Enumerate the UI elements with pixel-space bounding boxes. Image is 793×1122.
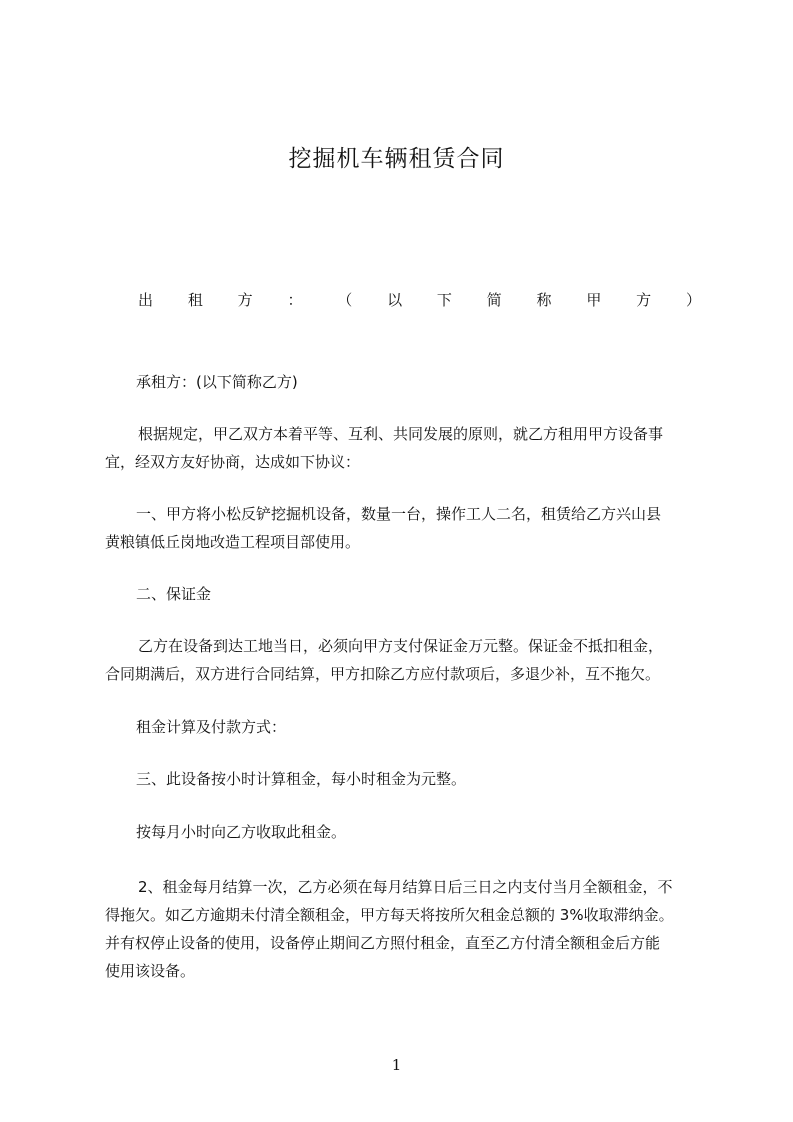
lessor-char: 以 — [387, 291, 403, 309]
lessor-char: 下 — [436, 291, 452, 309]
lessor-char: ） — [685, 291, 701, 309]
clause2-heading: 二、保证金 — [136, 585, 212, 603]
rent-heading: 租金计算及付款方式： — [136, 718, 287, 736]
lessor-char: 简 — [486, 291, 502, 309]
lessor-char: （ — [337, 291, 353, 309]
page-number: 1 — [391, 1056, 402, 1074]
lessor-char: 甲 — [586, 291, 602, 309]
item2-line-4: 使用该设备。 — [105, 962, 196, 980]
lessor-char: 称 — [536, 291, 552, 309]
lessor-char: 方 — [237, 291, 253, 309]
item2-line-2: 得拖欠。如乙方逾期未付清全额租金，甲方每天将按所欠租金总额的 3%收取滞纳金。 — [105, 906, 674, 924]
monthly-line: 按每月小时向乙方收取此租金。 — [136, 823, 347, 841]
deposit-line-1: 乙方在设备到达工地当日，必须向甲方支付保证金万元整。保证金不抵扣租金， — [138, 637, 664, 655]
lessor-char: ： — [287, 291, 303, 309]
lessee-line: 承租方：(以下简称乙方) — [136, 373, 298, 391]
deposit-line-2: 合同期满后，双方进行合同结算，甲方扣除乙方应付款项后，多退少补，互不拖欠。 — [105, 665, 661, 683]
lessor-char: 方 — [636, 291, 652, 309]
lessor-char: 出 — [138, 291, 154, 309]
item2-line-3: 并有权停止设备的使用，设备停止期间乙方照付租金，直至乙方付清全额租金后方能 — [105, 934, 661, 952]
intro-line-2: 宜，经双方友好协商，达成如下协议： — [105, 453, 361, 471]
document-title: 挖掘机车辆租赁合同 — [288, 146, 505, 172]
intro-line-1: 根据规定，甲乙双方本着平等、互利、共同发展的原则，就乙方租用甲方设备事 — [138, 425, 664, 443]
lessor-line — [138, 289, 701, 310]
lessor-char: 租 — [187, 291, 203, 309]
clause3-line: 三、此设备按小时计算租金，每小时租金为元整。 — [136, 770, 467, 788]
item2-line-1: 2、租金每月结算一次，乙方必须在每月结算日后三日之内支付当月全额租金，不 — [138, 878, 673, 896]
clause1-line-1: 一、甲方将小松反铲挖掘机设备，数量一台，操作工人二名，租赁给乙方兴山县 — [136, 505, 662, 523]
clause1-line-2: 黄粮镇低丘岗地改造工程项目部使用。 — [105, 533, 361, 551]
